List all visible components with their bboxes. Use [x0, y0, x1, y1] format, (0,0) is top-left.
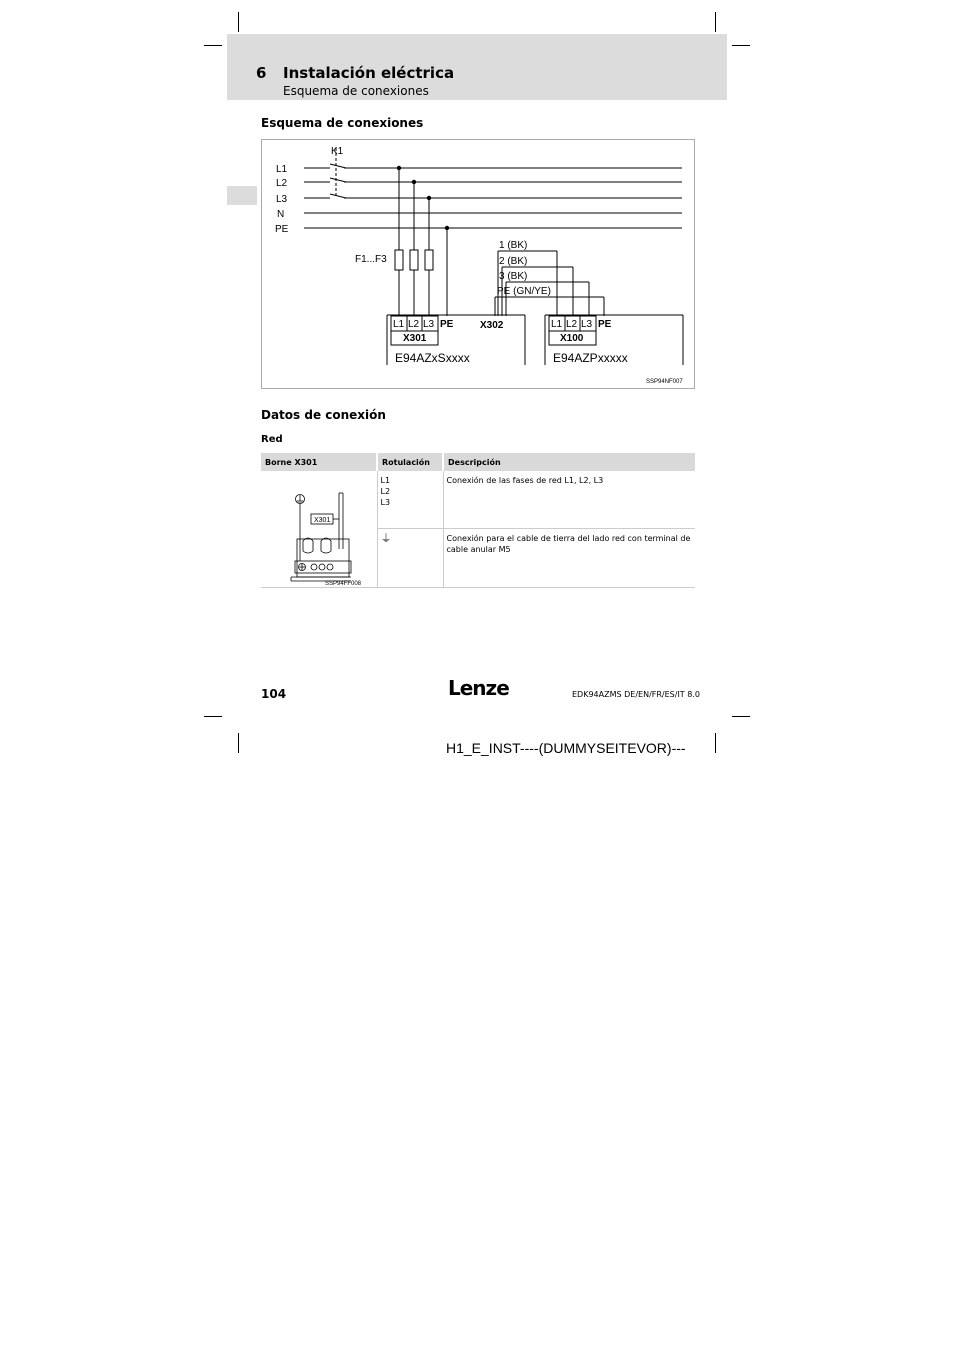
crop-mark	[238, 733, 239, 753]
section-heading-data: Datos de conexión	[261, 408, 386, 422]
description-cell: Conexión de las fases de red L1, L2, L3	[443, 471, 695, 528]
connection-table	[261, 453, 695, 588]
earth-symbol-cell: ⏚	[377, 528, 443, 587]
fuse-label: F1...F3	[355, 254, 387, 265]
line-label: PE	[275, 224, 289, 235]
image-code: SSP94FF008	[325, 581, 362, 587]
crop-mark	[204, 716, 222, 717]
terminal-label: L1	[551, 319, 563, 330]
page-number: 104	[261, 687, 287, 701]
crop-mark	[732, 45, 750, 46]
connector-label: X100	[560, 333, 584, 344]
wiring-diagram	[261, 139, 695, 389]
column-header: Descripción	[443, 453, 695, 471]
line-label: N	[277, 209, 285, 220]
document-code: EDK94AZMS DE/EN/FR/ES/IT 8.0	[572, 690, 700, 699]
column-header: Rotulación	[377, 453, 443, 471]
line-label: L1	[276, 164, 288, 175]
dummy-page-text: H1_E_INST----(DUMMYSEITEVOR)---	[446, 740, 686, 756]
image-connector-label: X301	[314, 517, 331, 524]
terminal-label: L3	[423, 319, 435, 330]
terminal-label: PE	[440, 319, 454, 330]
subheading-red: Red	[261, 434, 283, 445]
terminal-image-cell	[261, 471, 377, 588]
side-tab	[227, 186, 257, 205]
chapter-subtitle: Esquema de conexiones	[283, 84, 429, 98]
lenze-logo: Lenze	[448, 676, 509, 700]
chapter-title: Instalación eléctrica	[283, 64, 455, 82]
device-label: E94AZPxxxxx	[553, 351, 628, 365]
label-cell: L1 L2 L3	[377, 471, 443, 528]
figure-code: SSP94NF007	[646, 379, 683, 385]
section-heading-schema: Esquema de conexiones	[261, 116, 424, 130]
terminal-label: L1	[393, 319, 405, 330]
chapter-number: 6	[256, 64, 267, 82]
crop-mark	[715, 733, 716, 753]
crop-mark	[238, 12, 239, 32]
terminal-label: L3	[581, 319, 593, 330]
table-row	[261, 471, 695, 528]
wire-label: PE (GN/YE)	[497, 286, 551, 297]
line-label: L2	[276, 178, 288, 189]
line-label: L3	[276, 194, 288, 205]
description-cell: Conexión para el cable de tierra del lado red con terminal de cable anular M5	[443, 528, 695, 587]
wire-label: 2 (BK)	[499, 256, 528, 267]
column-header: Borne X301	[261, 453, 377, 471]
terminal-label: L2	[408, 319, 420, 330]
wire-label: 3 (BK)	[499, 271, 528, 282]
terminal-label: L2	[566, 319, 578, 330]
wire-label: 1 (BK)	[499, 240, 528, 251]
contactor-label: K1	[331, 146, 344, 157]
terminal-label: PE	[598, 319, 612, 330]
crop-mark	[204, 45, 222, 46]
device-label: E94AZxSxxxx	[395, 351, 470, 365]
connector-label: X302	[480, 320, 504, 331]
crop-mark	[715, 12, 716, 32]
crop-mark	[732, 716, 750, 717]
connector-label: X301	[403, 333, 427, 344]
